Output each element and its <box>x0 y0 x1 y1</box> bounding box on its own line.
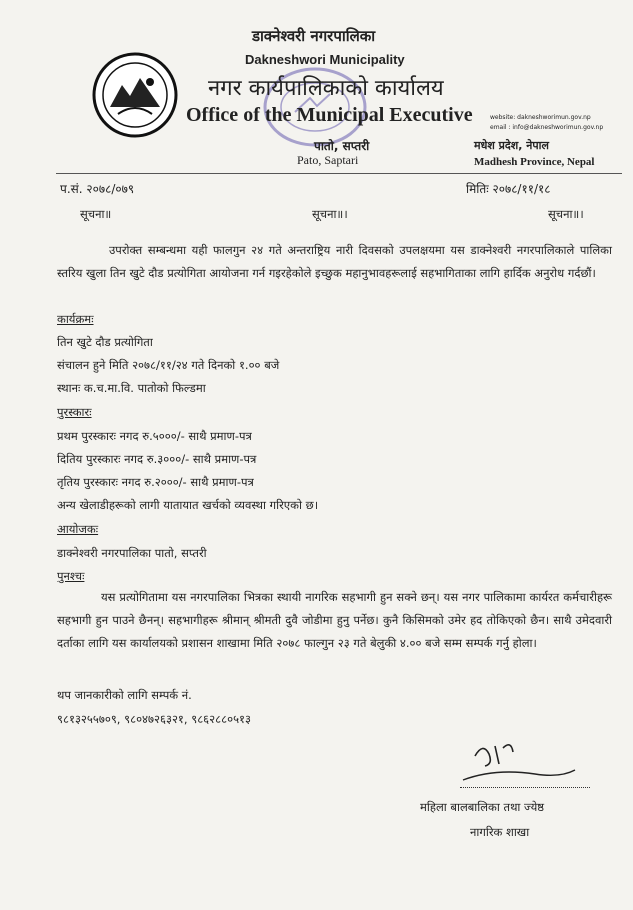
organizer-text: डाक्नेश्वरी नगरपालिका पातो, सप्तरी <box>57 546 207 560</box>
notice-label-left: सूचना॥ <box>80 207 112 221</box>
notice-label-right: सूचना॥। <box>548 207 584 221</box>
prize-line: अन्य खेलाडीहरूको लागी यातायात खर्चको व्यवस्था गरिएको छ। <box>57 498 319 512</box>
signature-line <box>460 787 590 788</box>
prize-line: दितिय पुरस्कारः नगद रु.३०००/- साथै प्रमाण-पत्र <box>57 452 257 466</box>
municipality-name-np: डाक्नेश्वरी नगरपालिका <box>252 27 376 45</box>
ps-paragraph: यस प्रत्योगितामा यस नगरपालिका भित्रका स्थायी नागरिक सहभागी हुन सक्ने छन्। यस नगर पालिकामा कार्यरत कर्मचारीहरू सहभागी हुन पाउने छैनन्। सहभागीहरू श्रीमान् श्रीमती दुवै जोडीमा हुनु पर्नेछ। कुनै किसिमको उमेर हद तोकिएको छैन। साथै उमेदवारी दर्ताका लागि यस कार्यालयको प्रशासन शाखामा मिति २०७८ फाल्गुन २३ गते बेलुकी ४.०० बजे सम्म सम्पर्क गर्नु होला। <box>57 590 612 650</box>
municipal-seal-icon <box>92 52 178 138</box>
office-title-np: नगर कार्यपालिकाको कार्यालय <box>208 76 444 101</box>
address-en: Pato, Saptari <box>297 153 359 167</box>
signer-section: नागरिक शाखा <box>470 825 530 839</box>
reference-number: प.सं. २०७८/०७९ <box>60 182 135 196</box>
organizer-heading: आयोजकः <box>57 522 99 536</box>
office-title-en: Office of the Municipal Executive <box>186 104 473 126</box>
email-text: email : info@dakneshworimun.gov.np <box>490 124 604 131</box>
ps-heading: पुनश्चः <box>57 569 85 583</box>
program-line: तिन खुटे दौड प्रत्योगिता <box>57 335 153 349</box>
website-text: website: dakneshworimun.gov.np <box>490 114 591 121</box>
prize-heading: पुरस्कारः <box>57 405 92 419</box>
handwritten-signature-icon <box>455 738 585 788</box>
program-heading: कार्यक्रमः <box>57 312 94 326</box>
notice-label-center: सूचना॥। <box>312 207 348 221</box>
prize-line: प्रथम पुरस्कारः नगद रु.५०००/- साथै प्रमाण-पत्र <box>57 429 252 443</box>
program-line: स्थानः क.च.मा.वि. पातोको फिल्डमा <box>57 381 206 395</box>
prize-line: तृतिय पुरस्कारः नगद रु.२०००/- साथै प्रमाण-पत्र <box>57 475 254 489</box>
header-divider <box>56 173 622 174</box>
province-np: मधेश प्रदेश, नेपाल <box>474 139 549 152</box>
signer-department: महिला बालबालिका तथा ज्येष्ठ <box>420 800 545 814</box>
intro-paragraph: उपरोक्त सम्बन्धमा यही फालगुन २४ गते अन्तराष्ट्रिय नारी दिवसको उपलक्षयमा यस डाक्नेश्वरी नगरपालिकाले पालिका स्तरिय खुला तिन खुटे दौड प्रत्योगिता आयोजना गर्न गइरहेकोले इच्छुक महानुभावहरूलाई सहभागिताका लागि हार्दिक अनुरोध गर्दछौं। <box>57 243 612 280</box>
municipality-name-en: Dakneshwori Municipality <box>245 52 405 67</box>
program-line: संचालन हुने मिति २०७८/११/२४ गते दिनको १.०० बजे <box>57 358 280 372</box>
contact-heading: थप जानकारीको लागि सम्पर्क नं. <box>57 688 192 702</box>
contact-numbers: ९८१३२५५७०९, ९८०४७२६३२१, ९८६२८८०५१३ <box>57 712 252 726</box>
letter-date: मितिः २०७८/११/१८ <box>466 182 551 196</box>
address-np: पातो, सप्तरी <box>314 139 370 153</box>
province-en: Madhesh Province, Nepal <box>474 156 595 168</box>
